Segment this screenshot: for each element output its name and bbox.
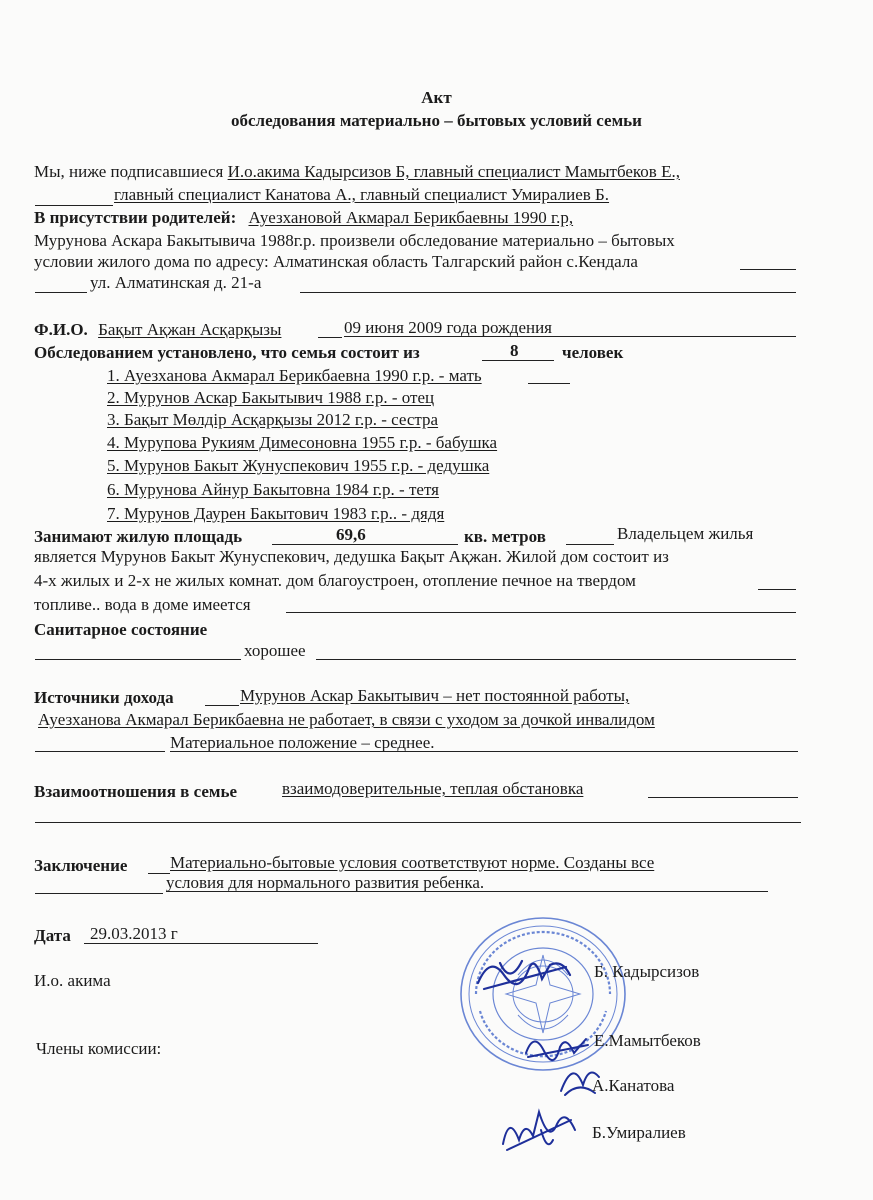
housing-label: Занимают жилую площадь [34, 527, 243, 546]
blank-line [170, 751, 798, 752]
blank-line [758, 589, 796, 590]
member-name: А.Канатова [592, 1076, 675, 1095]
housing-owner-label: Владельцем жилья [617, 524, 754, 543]
blank-line [566, 544, 614, 545]
date-value: 29.03.2013 г [90, 924, 178, 943]
family-member: 1. Ауезханова Акмарал Берикбаевна 1990 г.р. - мать [107, 366, 482, 385]
member-name: Б.Умиралиев [592, 1123, 686, 1142]
family-member: 7. Мурунов Даурен Бакытович 1983 г.р.. - дядя [107, 504, 445, 523]
housing-line-4: топливе.. вода в доме имеется [34, 595, 251, 614]
income-value-2: Ауезханова Акмарал Берикбаевна не работает, в связи с уходом за дочкой инвалидом [38, 710, 655, 729]
blank-line [528, 383, 570, 384]
blank-line [344, 336, 796, 337]
income-value-1: Мурунов Аскар Бакытывич – нет постоянной работы, [240, 686, 630, 705]
family-unit: человек [562, 343, 624, 362]
child-name: Бақыт Ақжан Асқарқызы [98, 320, 282, 339]
fio-line [34, 320, 281, 340]
family-member: 4. Мурупова Рукиям Димесоновна 1955 г.р. - бабушка [107, 433, 498, 452]
blank-line [205, 705, 239, 706]
family-member: 3. Бақыт Мөлдір Асқарқызы 2012 г.р. - сестра [107, 410, 439, 429]
intro-line-1 [34, 162, 680, 182]
blank-line [166, 891, 768, 892]
commission-members-value-cont: главный специалист Канатова А., главный специалист Умиралиев Б. [114, 185, 610, 204]
housing-line-2: является Мурунов Бакыт Жунуспекович, дедушка Бақыт Ақжан. Жилой дом состоит из [34, 547, 669, 566]
conclusion-value-2: условия для нормального развития ребенка. [166, 873, 485, 892]
blank-line [35, 751, 165, 752]
sanitary-label: Санитарное состояние [34, 620, 208, 639]
commission-members-value: И.о.акима Кадырсизов Б, главный специалист Мамытбеков Е., [227, 162, 680, 181]
akim-signature [470, 945, 580, 1000]
akim-name: Б. Кадырсизов [594, 962, 700, 981]
conclusion-value-1: Материально-бытовые условия соответствуют норме. Созданы все [170, 853, 655, 872]
sanitary-value: хорошее [244, 641, 306, 660]
housing-area: 69,6 [336, 525, 366, 544]
blank-line [35, 893, 163, 894]
blank-line [648, 797, 798, 798]
relations-label: Взаимоотношения в семье [34, 782, 238, 801]
child-birth: 09 июня 2009 года рождения [344, 318, 553, 337]
family-member: 2. Мурунов Аскар Бакытывич 1988 г.р. - отец [107, 388, 435, 407]
mother-value: Ауезхановой Акмарал Берикбаевны 1990 г.р, [248, 208, 574, 227]
blank-line [316, 659, 796, 660]
member-signature [495, 1100, 585, 1158]
blank-line [286, 612, 796, 613]
blank-line [318, 337, 342, 338]
income-value-3: Материальное положение – среднее. [170, 733, 435, 752]
family-label: Обследованием установлено, что семья состоит из [34, 343, 420, 362]
akim-role: И.о. акима [34, 971, 111, 990]
housing-line-3: 4-х жилых и 2-х не жилых комнат. дом благоустроен, отопление печное на твердом [34, 571, 636, 590]
presence-line-2: Мурунова Аскара Бакытывича 1988г.р. произвели обследование материально – бытовых [34, 231, 675, 250]
housing-unit: кв. метров [464, 527, 546, 546]
blank-line [35, 205, 113, 206]
blank-line [35, 659, 241, 660]
fio-label: Ф.И.О. [34, 320, 88, 339]
blank-line [300, 292, 796, 293]
income-label: Источники дохода [34, 688, 174, 707]
document-title: Акт [421, 88, 452, 107]
blank-line [35, 292, 87, 293]
address-line: ул. Алматинская д. 21-а [90, 273, 262, 292]
member-name: Е.Мамытбеков [594, 1031, 701, 1050]
conclusion-label: Заключение [34, 856, 128, 875]
family-member: 5. Мурунов Бакыт Жунуспекович 1955 г.р. - дедушка [107, 456, 490, 475]
family-member: 6. Мурунова Айнур Бакытовна 1984 г.р. - тетя [107, 480, 439, 499]
presence-label: В присутствии родителей: [34, 208, 237, 227]
presence-line-1 [34, 208, 573, 228]
document-subtitle: обследования материально – бытовых условий семьи [231, 111, 642, 130]
presence-line-3: условии жилого дома по адресу: Алматинская область Талгарский район с.Кендала [34, 252, 638, 271]
relations-value: взаимодоверительные, теплая обстановка [282, 779, 584, 798]
intro-prefix: Мы, ниже подписавшиеся [34, 162, 224, 181]
blank-line [740, 269, 796, 270]
family-count: 8 [510, 341, 519, 360]
commission-members-label: Члены комиссии: [36, 1039, 162, 1058]
date-label: Дата [34, 926, 71, 945]
blank-line [35, 822, 801, 823]
